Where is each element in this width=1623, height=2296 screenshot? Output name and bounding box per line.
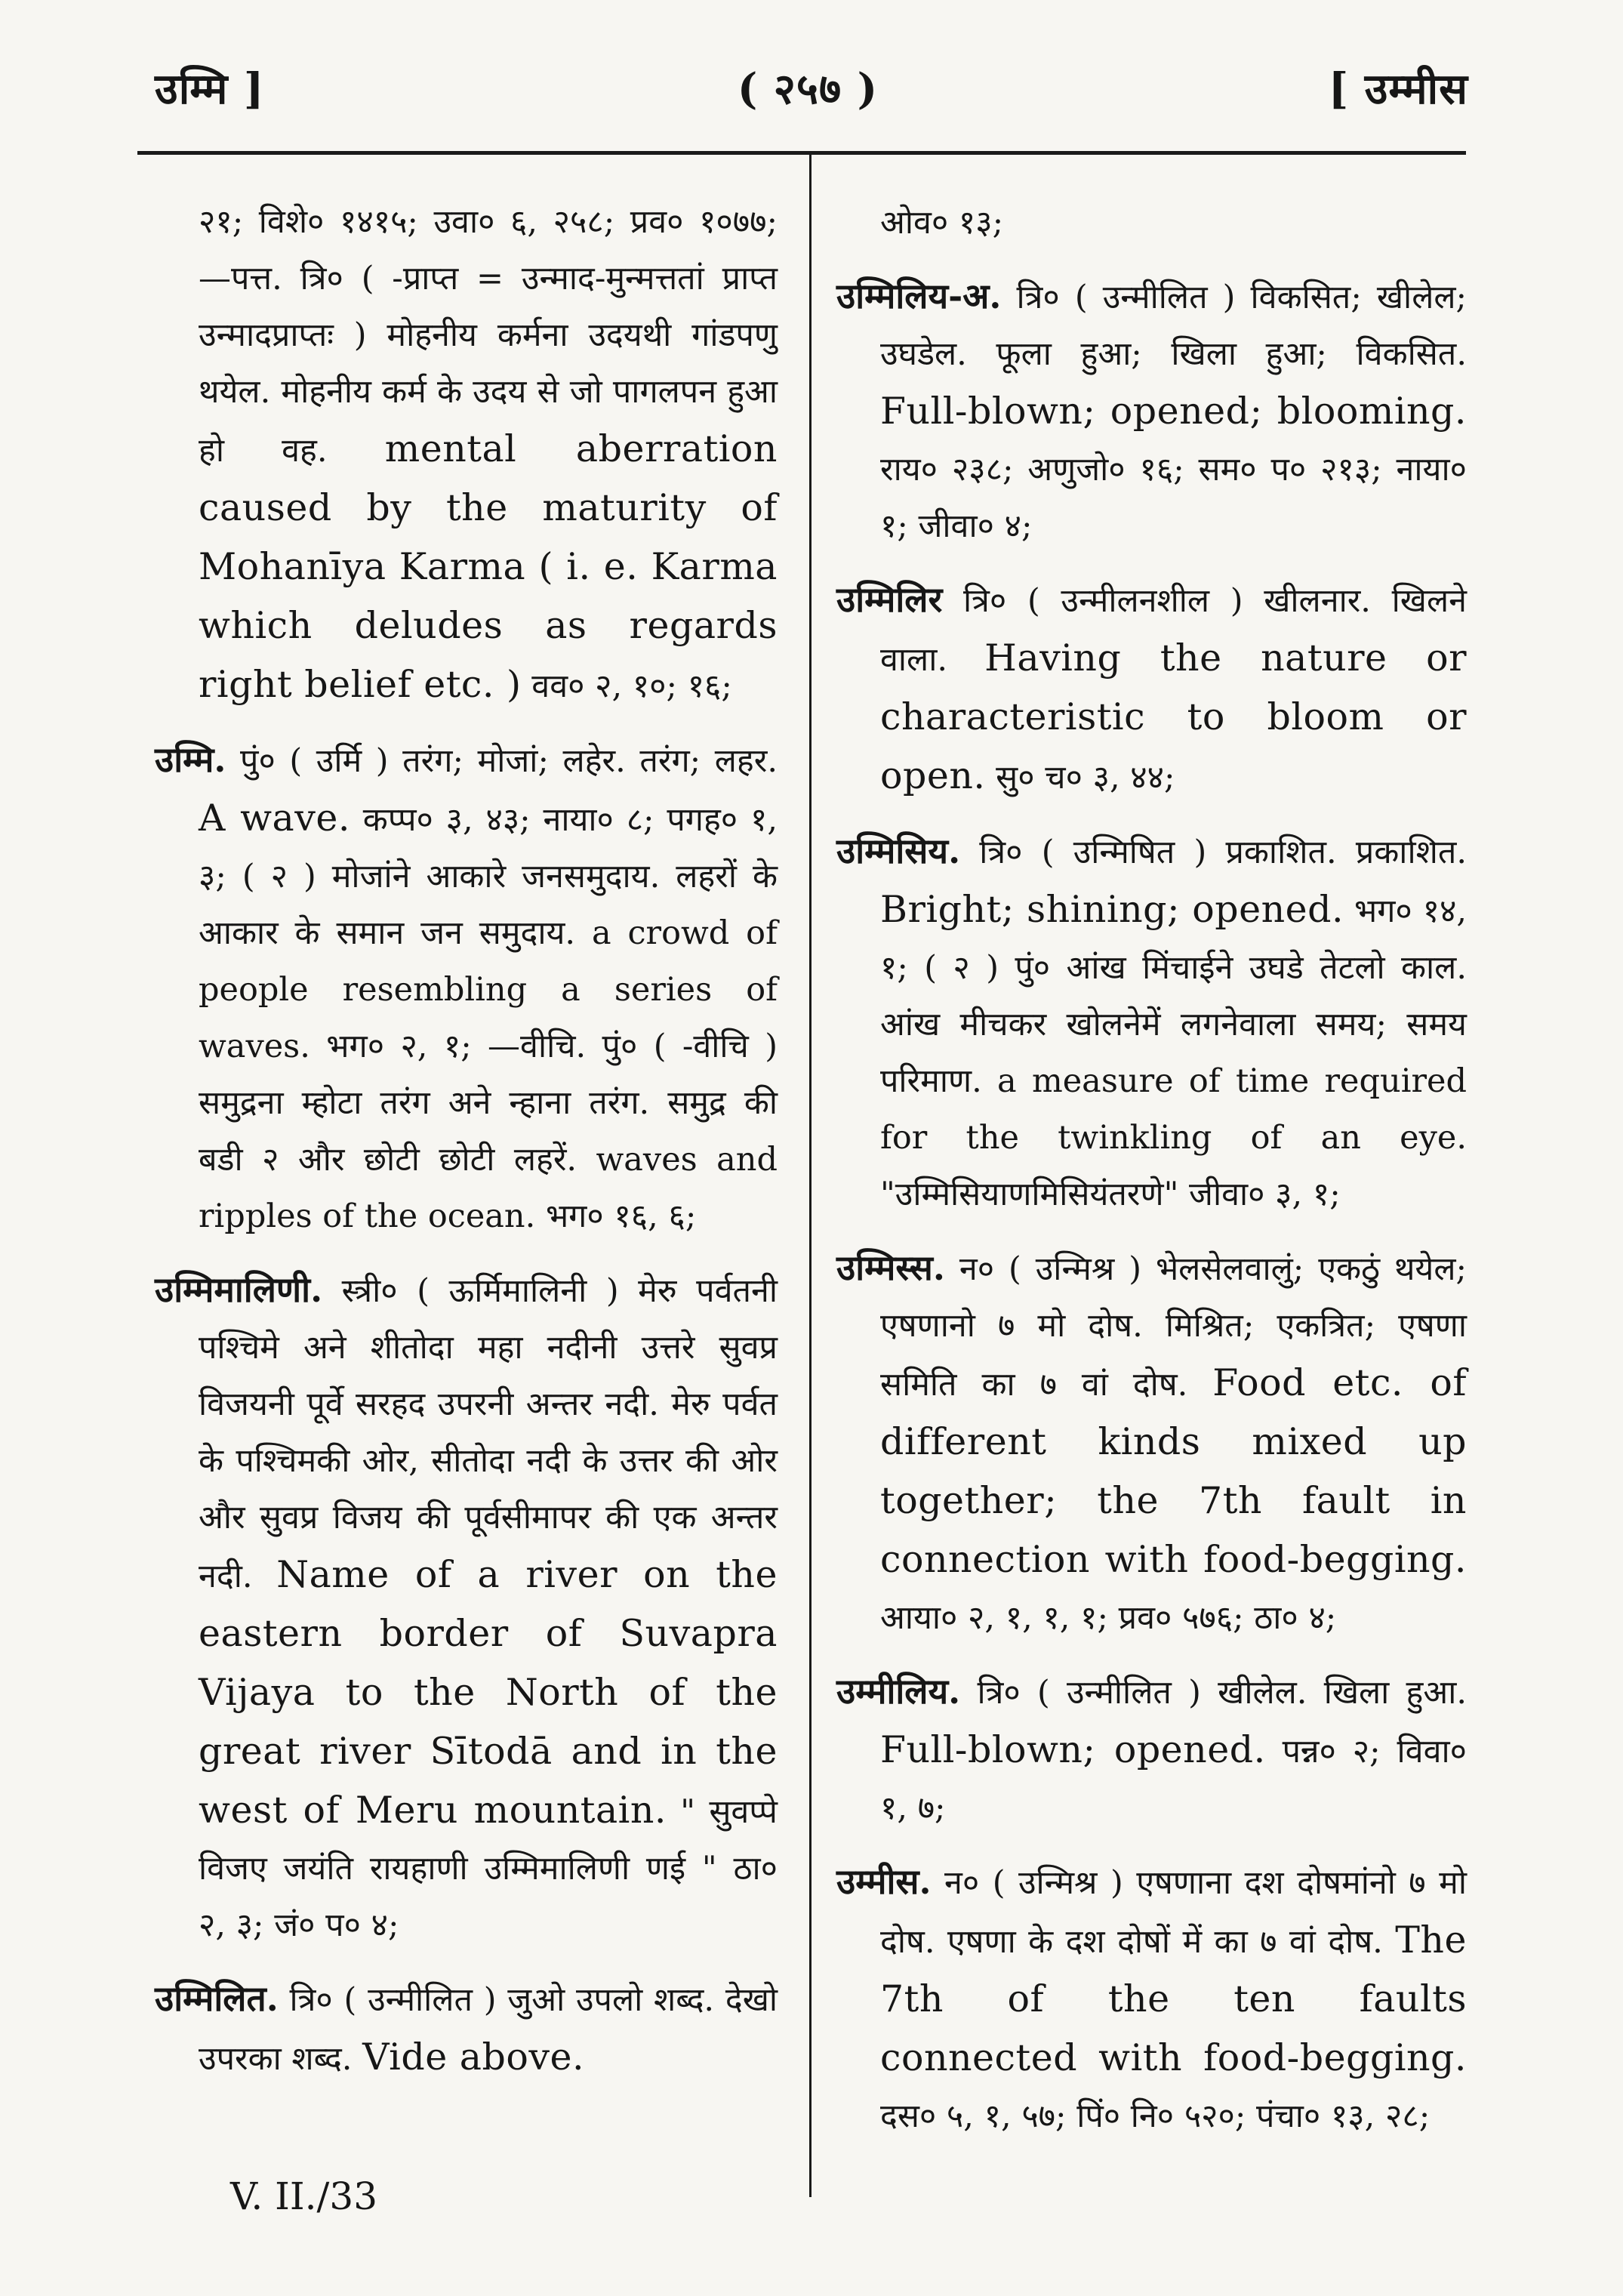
entry-definition: न० ( उन्मिश्र ) भेलसेलवालुं; एकठुं थयेल; एषणानो ७ मो दोष. मिश्रित; एकत्रित; एषणा समिति का ७ वां दोष. bbox=[880, 1250, 1467, 1404]
header-rule bbox=[137, 151, 1466, 155]
entry-english: Vide above. bbox=[362, 2036, 585, 2079]
entry-references: भग० १४, १; ( २ ) पुं० आंख मिंचाईने उघडे तेटलो काल. आंख मीचकर खोलनेमें लगनेवाला समय; समय परिमाण. a measure of time required for the twinkling of an eye. "उम्मिसियाणमिसियंतरणे" जीवा० ३, १; bbox=[880, 892, 1467, 1213]
page-number: ( २५७ ) bbox=[737, 64, 879, 114]
entry-references: सु० च० ३, ४४; bbox=[996, 759, 1175, 797]
entry-headword: उम्मिलिर bbox=[836, 579, 943, 620]
entry-definition: २१; विशे० १४१५; उवा० ६, २५८; प्रव० १०७७; —पत्त. त्रि० ( -प्राप्त = उन्माद-मुन्मत्ततां प्राप्त उन्मादप्राप्तः ) मोहनीय कर्मना उदयथी गांडपणु थयेल. मोहनीय कर्म के उदय से जो पागलपन हुआ हो वह. bbox=[199, 203, 778, 470]
running-head-right: [ उम्मीस bbox=[1328, 64, 1468, 114]
entry-references: आया० २, १, १, १; प्रव० ५७६; ठा० ४; bbox=[880, 1599, 1337, 1637]
entry-headword: उम्मि. bbox=[155, 739, 226, 780]
dictionary-entry bbox=[836, 572, 1467, 806]
entry-english: Bright; shining; opened. bbox=[880, 888, 1344, 931]
entry-headword: उम्मीस. bbox=[836, 1861, 932, 1902]
entry-references: पन्न० २; विवा० १, ७; bbox=[880, 1733, 1467, 1827]
right-column bbox=[836, 193, 1467, 2162]
dictionary-entry bbox=[155, 732, 778, 1245]
entry-english: Name of a river on the eastern border of Suvapra Vijaya to the North of the great river Sītodā and in the west of Meru mountain. bbox=[199, 1553, 778, 1832]
entry-headword: उम्मीलिय. bbox=[836, 1671, 961, 1712]
entry-english: mental aberration caused by the maturity of Mohanīya Karma ( i. e. Karma which deludes as regards right belief etc. ) bbox=[199, 427, 778, 706]
entry-definition: पुं० ( उर्मि ) तरंग; मोजां; लहेर. तरंग; लहर. bbox=[240, 742, 778, 780]
entry-headword: उम्मिस्स. bbox=[836, 1247, 945, 1288]
entry-definition: स्त्री० ( ऊर्मिमालिनी ) मेरु पर्वतनी पश्चिमे अने शीतोदा महा नदीनी उत्तरे सुवप्र विजयनी पूर्वे सरहद उपरनी अन्तर नदी. मेरु पर्वत के पश्चिमकी ओर, सीतोदा नदी के उत्तर की ओर और सुवप्र विजय की पूर्वसीमापर की एक अन्तर नदी. bbox=[199, 1272, 778, 1595]
dictionary-entry bbox=[836, 193, 1467, 251]
dictionary-entry bbox=[836, 1663, 1467, 1837]
entry-definition: त्रि० ( उन्मिषित ) प्रकाशित. प्रकाशित. bbox=[979, 834, 1467, 871]
entry-english: Full-blown; opened. bbox=[880, 1728, 1266, 1771]
entry-english: Food etc. of different kinds mixed up together; the 7th fault in connection with food-begging. bbox=[880, 1361, 1467, 1581]
dictionary-entry bbox=[836, 1854, 1467, 2145]
entry-definition: त्रि० ( उन्मीलित ) खीलेल. खिला हुआ. bbox=[977, 1674, 1467, 1712]
dictionary-entry bbox=[155, 1262, 778, 1954]
entry-english: Full-blown; opened; blooming. bbox=[880, 390, 1467, 433]
entry-definition: त्रि० ( उन्मीलनशील ) खीलनार. खिलने वाला. bbox=[880, 582, 1467, 679]
column-divider bbox=[809, 155, 812, 2197]
entry-references: कप्प० ३, ४३; नाया० ८; पगह० १, ३; ( २ ) मोजांने आकारे जनसमुदाय. लहरों के आकार के समान जन समुदाय. a crowd of people resembling a series of waves. भग० २, १; —वीचि. पुं० ( -वीचि ) समुद्रना म्होटा तरंग अने न्हाना तरंग. समुद्र की बडी २ और छोटी छोटी लहरें. waves and ripples of the ocean. भग० १६, ६; bbox=[199, 801, 778, 1235]
running-head-left: उम्मि ] bbox=[155, 64, 265, 114]
dictionary-entry bbox=[836, 1240, 1467, 1647]
entry-references: राय० २३८; अणुजो० १६; सम० प० २१३; नाया० १; जीवा० ४; bbox=[880, 451, 1467, 545]
entry-definition: ओव० १३; bbox=[880, 204, 1004, 242]
entry-headword: उम्मिमालिणी. bbox=[155, 1269, 323, 1310]
entry-english: Having the nature or characteristic to bloom or open. bbox=[880, 636, 1467, 797]
dictionary-entry bbox=[155, 193, 778, 715]
entry-headword: उम्मिलित. bbox=[155, 1978, 279, 2019]
entry-headword: उम्मिलिय-अ. bbox=[836, 276, 1002, 316]
dictionary-entry bbox=[155, 1971, 778, 2088]
entry-references: दस० ५, १, ५७; पिं० नि० ५२०; पंचा० १३, २८; bbox=[880, 2097, 1431, 2135]
entry-references: " सुवप्पे विजए जयंति रायहाणी उम्मिमालिणी णई " ठा० २, ३; जं० प० ४; bbox=[199, 1793, 778, 1944]
left-column bbox=[155, 193, 778, 2104]
entry-definition: त्रि० ( उन्मीलित ) विकसित; खीलेल; उघडेल. फूला हुआ; खिला हुआ; विकसित. bbox=[880, 279, 1467, 373]
entry-headword: उम्मिसिय. bbox=[836, 831, 961, 871]
dictionary-entry bbox=[836, 268, 1467, 555]
entry-english: A wave. bbox=[199, 797, 350, 840]
entry-definition: त्रि० ( उन्मीलित ) जुओ उपलो शब्द. देखो उपरका शब्द. bbox=[199, 1981, 778, 2078]
signature-mark: V. II./33 bbox=[230, 2174, 378, 2218]
dictionary-entry bbox=[836, 823, 1467, 1223]
entry-references: वव० २, १०; १६; bbox=[531, 667, 732, 705]
entry-english: The 7th of the ten faults connected with food-begging. bbox=[880, 1918, 1467, 2079]
entry-definition: न० ( उन्मिश्र ) एषणाना दश दोषमांनो ७ मो दोष. एषणा के दश दोषों में का ७ वां दोष. bbox=[880, 1864, 1467, 1961]
